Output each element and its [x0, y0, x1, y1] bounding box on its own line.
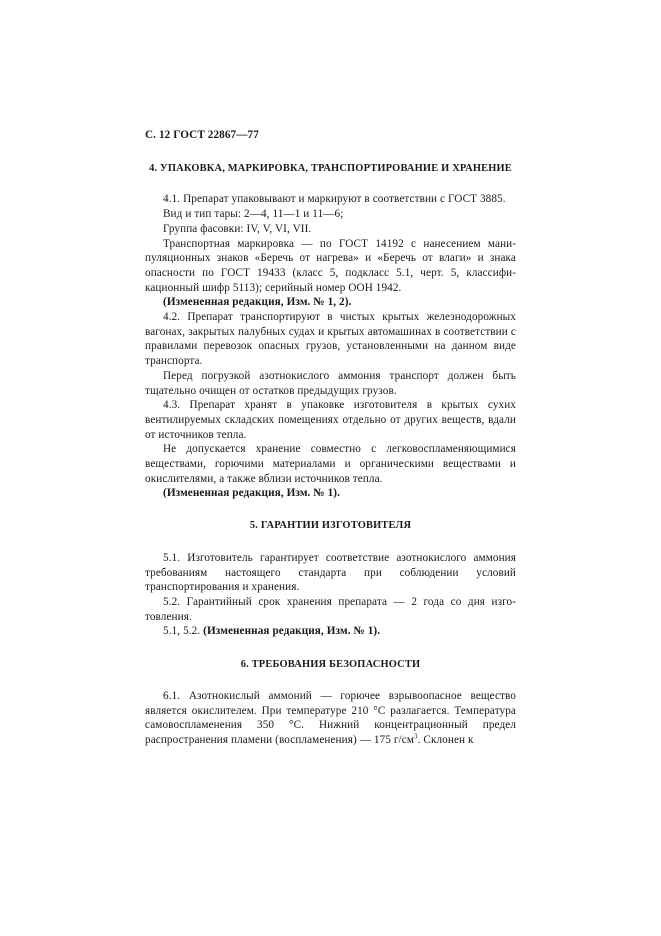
paragraph-cleaning: Перед погрузкой азотнокислого аммония транспорт должен быть тщательно очищен от остатков предыдущих грузов.	[145, 369, 516, 397]
document-page	[145, 128, 516, 748]
paragraph-packing-group: Группа фасовки: IV, V, VI, VII.	[163, 222, 312, 235]
amendment-note	[145, 295, 516, 310]
section-6-heading: 6. ТРЕБОВАНИЯ БЕЗОПАСНОСТИ	[240, 659, 421, 671]
paragraph-5-2: 5.2. Гарантийный срок хранения препарата — 2 года со дня изготовления.	[145, 595, 516, 623]
paragraph-5-1: 5.1. Изготовитель гарантирует соответствие азотнокислого аммония требованиям настоящего стандарта при соблюдении условий транспортирования и хранения.	[145, 551, 516, 594]
paragraph-storage-restriction: Не допускается хранение совместно с легковоспламеняющимися веществами, горючими материалами и органическими веществами и окислителями, а также вблизи источников тепла.	[145, 443, 516, 485]
paragraph-4-3: 4.3. Препарат хранят в упаковке изготовителя в крытых сухих вентилируемых складских помещениях отдельно от других веществ, вдали от источников тепла.	[145, 399, 516, 441]
paragraph-container-type: Вид и тип тары: 2—4, 11—1 и 11—6;	[163, 208, 344, 221]
amendment-note	[145, 486, 516, 501]
amendment-text: (Измененная редакция, Изм. № 1).	[203, 625, 381, 638]
section-4-heading: 4. УПАКОВКА, МАРКИРОВКА, ТРАНСПОРТИРОВАНИЕ И ХРАНЕНИЕ	[149, 162, 512, 174]
paragraph-6-1-text: 6.1. Азотнокислый аммоний — горючее взрывоопасное вещество является окислителем. При температуре 210 °С разлагается. Температура самовоспламенения 350 °С. Нижний концентрационный предел распространения пламени (воспламенения) — 175 г/см	[145, 689, 516, 746]
amendment-note	[145, 624, 516, 639]
amendment-text: (Измененная редакция, Изм. № 1).	[163, 487, 340, 500]
paragraph-4-2: 4.2. Препарат транспортируют в чистых крытых железнодорожных вагонах, закрытых палубных судах и крытых автомашинах в соответствии с правилами перевозок опасных грузов, установленными на данном виде транспорта.	[145, 311, 516, 368]
paragraph-4-1: 4.1. Препарат упаковывают и маркируют в соответствии с ГОСТ 3885.	[163, 193, 506, 206]
paragraph-transport-marking: Транспортная маркировка — по ГОСТ 14192 с нанесением манипуляционных знаков «Беречь от нагрева» и «Беречь от влаги» и знака опасности по ГОСТ 19433 (класс 5, подкласс 5.1, черт. 5, классификационный шифр 5113); серийный номер ООН 1942.	[145, 237, 516, 294]
paragraph-6-1	[145, 689, 516, 748]
superscript-cube: 3	[414, 732, 418, 741]
amendment-prefix: 5.1, 5.2.	[163, 625, 204, 638]
page-header: С. 12 ГОСТ 22867—77	[145, 129, 259, 141]
section-5-heading: 5. ГАРАНТИИ ИЗГОТОВИТЕЛЯ	[249, 520, 412, 532]
amendment-text: (Измененная редакция, Изм. № 1, 2).	[163, 296, 352, 309]
paragraph-6-1-tail: . Склонен к	[417, 733, 474, 746]
